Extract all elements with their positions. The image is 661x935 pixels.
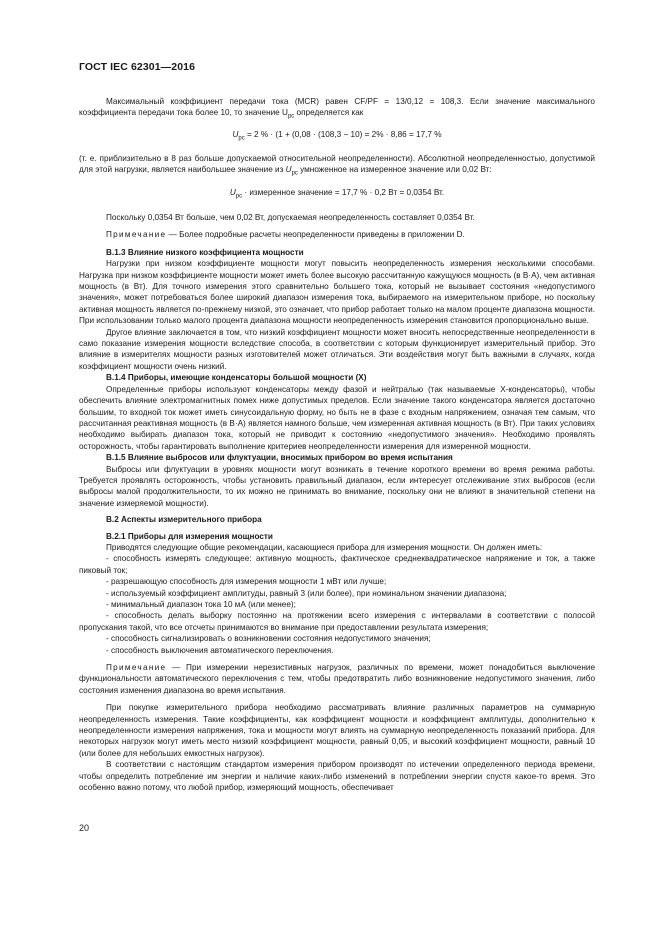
note-2: Примечание — При измерении нерезистивных нагрузок, различных по времени, может понадобиться выключение функциональности автоматического переключения с тем, чтобы предотвратить либо возникновение недопустимого значения, либо состояния изменения диапазона во время испытания. bbox=[79, 663, 595, 695]
page-body bbox=[79, 96, 595, 794]
para-approx: (т. е. приблизительно в 8 раз больше допускаемой относительной неопределенности). Абсолютной неопределенностью, допустимой для этой нагрузки, является наибольшее значение из $U_{pc}$ умноженное на измеренное значение или 0,02 Вт: bbox=[79, 153, 595, 177]
para-max-factor: Максимальный коэффициент передачи тока (MCR) равен CF/PF = 13/0,12 = 108,3. Если значение максимального коэффициента передачи тока более 10, то значение $U_{pc}$ определяется как bbox=[79, 97, 595, 121]
list-item-7: - способность выключения автоматического переключения. bbox=[106, 645, 334, 655]
para-accordance: В соответствии с настоящим стандартом измерения прибором производят по истечении определенного периода времени, чтобы определить потребление им энергии и наличие каких-либо изменений в потреблении энергии спустя какое-то время. Это особенно важно потому, что любой прибор, измеряющий мощность, обеспечивает bbox=[79, 760, 595, 793]
para-b15: Выбросы или флуктуации в уровнях мощности могут возникать в течение короткого времени во время режима работы. Требуется проявлять осторожность, чтобы установить правильный диапазон, если интересует отслеживание этих выбросов (если выбросы малой продолжительности, то их можно не принимать во внимание, поскольку они не влияют в значительной степени на значение измеряемой мощности). bbox=[79, 464, 595, 508]
para-since: Поскольку 0,0354 Вт больше, чем 0,02 Вт, допускаемая неопределенность составляет 0,0354 Вт. bbox=[106, 213, 475, 222]
list-item-6: - способность сигнализировать о возникновении состояния недопустимого значения; bbox=[106, 634, 431, 644]
list-item-3: - используемый коэффициент амплитуды, равный 3 (или более), при номинальном значении диапазона; bbox=[106, 588, 507, 598]
heading-b15: В.1.5 Влияние выбросов или флуктуации, вносимых прибором во время испытания bbox=[106, 453, 453, 463]
list-item-2: - разрешающую способность для измерения мощности 1 мВт или лучше; bbox=[106, 577, 387, 587]
para-b21-intro: Приводятся следующие общие рекомендации, касающиеся прибора для измерения мощности. Он должен иметь: bbox=[106, 542, 543, 552]
list-item-4: - минимальный диапазон тока 10 мА (или менее); bbox=[106, 600, 296, 609]
equation-2: $U_{pc}$ · измеренное значение = 17,7 % · 0,2 Вт = 0,0354 Вт. bbox=[229, 187, 445, 200]
note-1: Примечание — Более подробные расчеты неопределенности приведены в приложении D. bbox=[106, 230, 465, 240]
equation-1: $U_{pc} = 2$ % · (1 + (0,08 · (108,3 − 10) = 2% · 8,86 = 17,7 % bbox=[232, 130, 442, 143]
heading-b2: В.2 Аспекты измерительного прибора bbox=[106, 515, 262, 525]
list-item-5: - способность делать выборку постоянно на протяжении всего измерения с интервалами в соответствии с полосой пропускания такой, что все отсчеты принимаются во внимание при предоставлении результата измерения; bbox=[79, 611, 595, 632]
para-b14: Определенные приборы используют конденсаторы между фазой и нейтралью (так называемые Х-конденсаторы), чтобы обеспечить влияние электромагнитных помех ниже допустимых пределов. Если значение такого конденсатора является достаточно большим, то входной ток может иметь синусоидальную форму, но быть не в фазе с входным напряжением, означая тем самым, что рассчитанная реактивная мощность (в В·А) является намного больше, чем измеренная активная мощность (в Вт). При таких условиях необходимо выбирать диапазон тока, который не приводит к состоянию «недопустимого значения». Необходимо проявлять осторожность, чтобы гарантировать выполнение критериев неопределенности измерения для измеренной мощности. bbox=[79, 384, 595, 451]
list-item-1: - способность измерять следующее: активную мощность, фактическое среднеквадратическое напряжение и ток, а также пиковый ток; bbox=[79, 554, 595, 575]
para-purchase: При покупке измерительного прибора необходимо рассматривать влияние различных параметров на суммарную неопределенность измерения. Такие коэффициенты, как коэффициент мощности и коэффициент амплитуды, дополнительно к неопределенности измерения напряжения, тока и мощности могут влиять на суммарную неопределенность показаний прибора. Для некоторых нагрузок могут иметь место низкий коэффициент мощности, равный 0,05, и высокий коэффициент мощности, равный 10 (или более для небольших емкостных нагрузок). bbox=[79, 703, 595, 758]
para-b13-1: Нагрузки при низком коэффициенте мощности могут повысить неопределенность измерения несколькими способами. Нагрузка при низком коэффициенте мощности может иметь более высокую рассчитанную кажущуюся мощность (в В·А), чем активная мощность (в Вт). Для точного измерения этого сравнительно большего тока, который не вызывает состояния «недопустимого значения», может потребоваться более широкий диапазон измерения тока, выбираемого на измерительном приборе, но поскольку активная мощность является по-прежнему низкой, это означает, что прибор работает только на малом проценте диапазона мощности. При использовании только малого процента диапазона мощности неопределенность измерения становится пропорционально выше. bbox=[79, 259, 595, 326]
heading-b14: В.1.4 Приборы, имеющие конденсаторы большой мощности (Х) bbox=[106, 373, 367, 383]
heading-b21: В.2.1 Приборы для измерения мощности bbox=[106, 531, 273, 541]
page-header: ГОСТ IEC 62301—2016 bbox=[79, 61, 196, 73]
heading-b13: В.1.3 Влияние низкого коэффициента мощности bbox=[106, 247, 304, 257]
page-number: 20 bbox=[79, 823, 90, 833]
para-b13-2: Другое влияние заключается в том, что низкий коэффициент мощности может вносить непосредственные неопределенности в само показание измерения мощности вследствие способа, в соответствии с которым функционирует измерительный прибор. Это влияние в измерителях мощности разных изготовителей может отличаться. Эти воздействия могут быть важными в случаях, когда коэффициент мощности очень низкий. bbox=[79, 327, 595, 371]
